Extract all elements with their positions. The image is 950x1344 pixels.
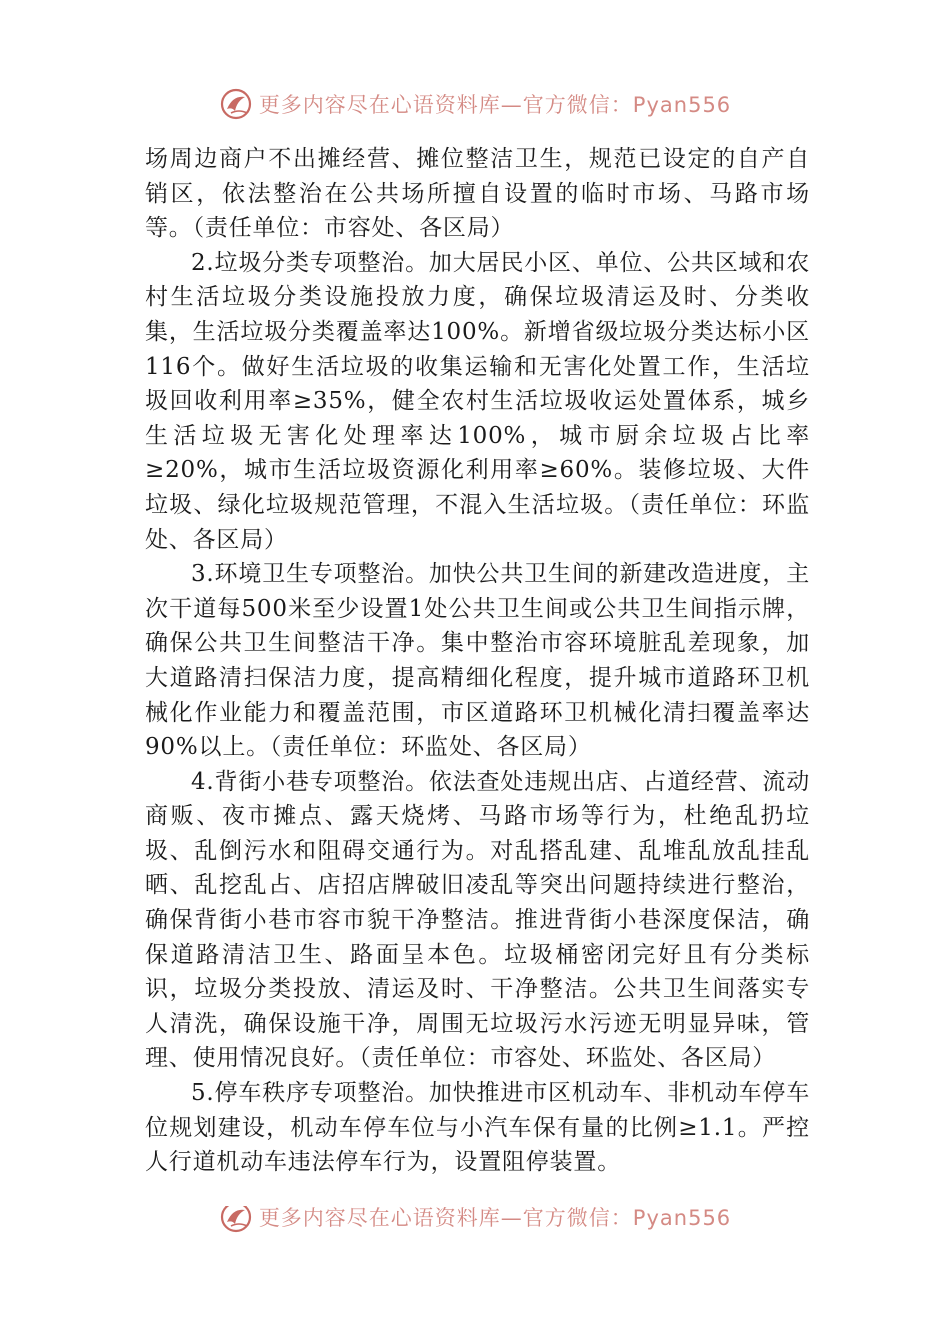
paragraph-continuation: 场周边商户不出摊经营、摊位整洁卫生，规范已设定的自产自销区，依法整治在公共场所擅自设置的临时市场、马路市场等。（责任单位：市容处、各区局） [145,146,810,242]
paragraph-sanitation: 3.环境卫生专项整治。加快公共卫生间的新建改造进度，主次干道每500米至少设置1处公共卫生间或公共卫生间指示牌，确保公共卫生间整洁干净。集中整治市容环境脏乱差现象，加大道路清扫保洁力度，提高精细化程度，提升城市道路环卫机械化作业能力和覆盖范围，市区道路环卫机械化清扫覆盖率达90%以上。（责任单位：环监处、各区局） [145,561,810,761]
header-watermark [0,84,950,124]
paragraph-parking: 5.停车秩序专项整治。加快推进市区机动车、非机动车停车位规划建设，机动车停车位与小汽车保有量的比例≥1.1。严控人行道机动车违法停车行为，设置阻停装置。 [145,1080,810,1176]
paragraph-back-streets: 4.背街小巷专项整治。依法查处违规出店、占道经营、流动商贩、夜市摊点、露天烧烤、马路市场等行为，杜绝乱扔垃圾、乱倒污水和阻碍交通行为。对乱搭乱建、乱堆乱放乱挂乱晒、乱挖乱占、店招店牌破旧凌乱等突出问题持续进行整治，确保背街小巷市容市貌干净整洁。推进背街小巷深度保洁，确保道路清洁卫生、路面呈本色。垃圾桶密闭完好且有分类标识，垃圾分类投放、清运及时、干净整洁。公共卫生间落实专人清洗，确保设施干净，周围无垃圾污水污迹无明显异味，管理、使用情况良好。（责任单位：市容处、环监处、各区局） [145,768,810,1072]
brand-logo-icon [219,87,253,121]
footer-watermark [0,1206,950,1240]
watermark-text: 更多内容尽在心语资料库—官方微信：Pyan556 [258,93,732,117]
brand-logo-icon [219,1206,253,1234]
document-body [145,142,810,1180]
watermark-text: 更多内容尽在心语资料库—官方微信：Pyan556 [258,1206,732,1230]
paragraph-waste-sorting: 2.垃圾分类专项整治。加大居民小区、单位、公共区域和农村生活垃圾分类设施投放力度，确保垃圾清运及时、分类收集，生活垃圾分类覆盖率达100%。新增省级垃圾分类达标小区116个。做好生活垃圾的收集运输和无害化处置工作，生活垃圾回收利用率≥35%，健全农村生活垃圾收运处置体系，城乡生活垃圾无害化处理率达100%，城市厨余垃圾占比率≥20%，城市生活垃圾资源化利用率≥60%。装修垃圾、大件垃圾、绿化垃圾规范管理，不混入生活垃圾。（责任单位：环监处、各区局） [145,249,810,553]
